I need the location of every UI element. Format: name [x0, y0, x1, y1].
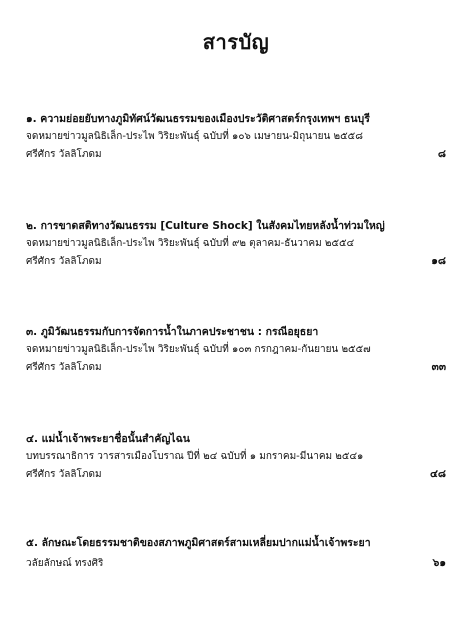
toc-entry-1 [26, 110, 446, 164]
toc-entry-5 [26, 534, 446, 573]
entry-author: ศรีศักร วัลลิโภดม [26, 256, 102, 267]
entry-author: ศรีศักร วัลลิโภดม [26, 149, 102, 160]
entry-page-number: ๓๓ [431, 361, 446, 373]
entry-author-row [26, 554, 446, 573]
entry-source: จดหมายข่าวมูลนิธิเล็ก-ประไพ วิริยะพันธุ์ ฉบับที่ ๑๐๓ กรกฎาคม-กันยายน ๒๕๕๗ [26, 344, 371, 355]
entry-source: จดหมายข่าวมูลนิธิเล็ก-ประไพ วิริยะพันธุ์ ฉบับที่ ๙๒ ตุลาคม-ธันวาคม ๒๕๕๔ [26, 238, 355, 249]
page-title: สารบัญ [202, 30, 270, 54]
entry-page-number: ๖๑ [432, 557, 446, 569]
entry-source: บทบรรณาธิการ วารสารเมืองโบราณ ปีที่ ๒๔ ฉบับที่ ๑ มกราคม-มีนาคม ๒๕๔๑ [26, 451, 364, 462]
entry-title: ๔. แม่น้ำเจ้าพระยาชื่อนั้นสำคัญไฉน [26, 433, 190, 445]
entry-page-number: ๘ [437, 148, 446, 160]
entry-title: ๕. ลักษณะโดยธรรมชาติของสภาพภูมิศาสตร์สามเหลี่ยมปากแม่น้ำเจ้าพระยา [26, 537, 371, 549]
entry-author-row [26, 252, 446, 271]
entry-title: ๑. ความย่อยยับทางภูมิทัศน์วัฒนธรรมของเมืองประวัติศาสตร์กรุงเทพฯ ธนบุรี [26, 113, 370, 125]
toc-entry-3 [26, 323, 446, 377]
entry-author: ศรีศักร วัลลิโภดม [26, 469, 102, 480]
entry-page-number: ๔๘ [429, 468, 446, 480]
entry-author: วลัยลักษณ์ ทรงศิริ [26, 558, 104, 569]
entry-source: จดหมายข่าวมูลนิธิเล็ก-ประไพ วิริยะพันธุ์ ฉบับที่ ๑๐๖ เมษายน-มิถุนายน ๒๕๕๘ [26, 131, 363, 142]
entry-page-number: ๑๘ [431, 255, 446, 267]
toc-entry-2 [26, 217, 446, 271]
entry-author-row [26, 358, 446, 377]
entry-author-row [26, 145, 446, 164]
entry-author-row [26, 465, 446, 484]
toc-entry-4 [26, 430, 446, 484]
entry-title: ๓. ภูมิวัฒนธรรมกับการจัดการน้ำในภาคประชาชน : กรณีอยุธยา [26, 326, 319, 338]
entry-author: ศรีศักร วัลลิโภดม [26, 362, 102, 373]
entry-title: ๒. การขาดสติทางวัฒนธรรม [Culture Shock] ในสังคมไทยหลังน้ำท่วมใหญ่ [26, 220, 385, 232]
